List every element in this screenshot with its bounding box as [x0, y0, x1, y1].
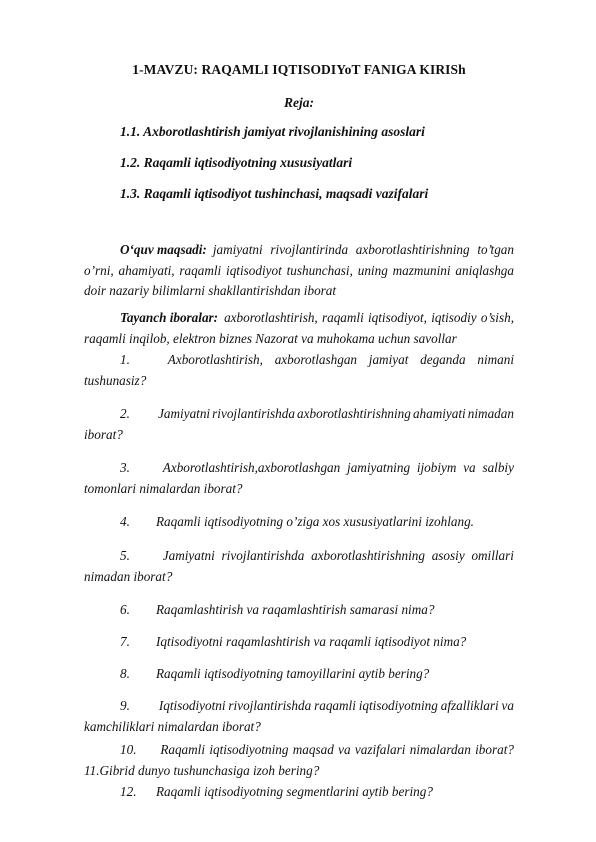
- question-word: asosiy: [431, 548, 465, 563]
- question-word: iqtisodiyotning: [358, 698, 438, 713]
- question-item: [84, 632, 514, 653]
- question-word: omillari: [471, 548, 514, 563]
- plan-item: 1.3. Raqamli iqtisodiyot tushinchasi, maqsadi vazifalari: [120, 186, 429, 201]
- question-continuation: tushunasiz?: [84, 372, 147, 388]
- question-word: iqtisodiyotning: [209, 742, 289, 757]
- question-word: rivojlantirishda: [221, 548, 305, 563]
- question-item: [84, 458, 514, 499]
- question-item: [84, 664, 514, 685]
- question-word: afzalliklari: [440, 698, 499, 713]
- question-number: 12.: [120, 784, 137, 799]
- question-item: [84, 350, 514, 391]
- question-number: 9.: [120, 698, 130, 713]
- question-word: Axborotlashtirish,: [167, 352, 263, 367]
- question-word: axborotlashgan: [274, 352, 358, 367]
- question-text: Iqtisodiyotni raqamlashtirish va raqamli iqtisodiyot nima?: [156, 634, 467, 649]
- question-line: [84, 350, 514, 371]
- question-word: va: [501, 698, 514, 713]
- question-word: salbiy: [482, 460, 514, 475]
- question-word: rivojlantirishda: [228, 698, 312, 713]
- question-line: [84, 404, 514, 425]
- plan-item: 1.2. Raqamli iqtisodiyotning xususiyatlari: [120, 155, 353, 170]
- question-number: 7.: [120, 634, 130, 649]
- question-text: Raqamlashtirish va raqamlashtirish samarasi nima?: [156, 602, 435, 617]
- plan-item: 1.1. Axborotlashtirish jamiyat rivojlanishining asoslari: [120, 124, 425, 139]
- question-number: 4.: [120, 514, 130, 529]
- question-line: [84, 696, 514, 717]
- question-line: [84, 740, 514, 761]
- question-continuation: iborat?: [84, 426, 123, 442]
- question-number: 6.: [120, 602, 130, 617]
- question-item: [84, 512, 514, 533]
- question-word: nimadan: [467, 406, 514, 421]
- question-text: Raqamli iqtisodiyotning tamoyillarini aytib bering?: [156, 666, 430, 681]
- question-word: va: [338, 742, 351, 757]
- question-word: rivojlantirishda: [212, 406, 295, 421]
- question-line: [84, 664, 514, 685]
- question-word: ahamiyati: [412, 406, 466, 421]
- question-word: ijobiym: [416, 460, 457, 475]
- question-text: Raqamli iqtisodiyotning o’ziga xos xususiyatlarini izohlang.: [156, 514, 474, 529]
- keywords-label: Tayanch iboralar:: [120, 310, 219, 325]
- question-word: va: [463, 460, 476, 475]
- question-line: [84, 600, 514, 621]
- question-word: deganda: [420, 352, 466, 367]
- question-item: [84, 696, 514, 737]
- page-title: 1-MAVZU: RAQAMLI IQTISODIYoT FANIGA KIRISh: [132, 62, 466, 77]
- plan-heading: Reja:: [284, 95, 314, 110]
- question-item: [84, 546, 514, 587]
- goal-label: O‘quv maqsadi:: [120, 242, 207, 257]
- question-word: raqamli: [314, 698, 356, 713]
- question-continuation: kamchiliklari nimalardan iborat?: [84, 718, 261, 734]
- question-word: nimani: [477, 352, 514, 367]
- goal-line: doir nazariy bilimlarni shakllantirishdan iborat: [84, 283, 337, 298]
- question-word: Axborotlashtirish,axborotlashgan: [162, 460, 341, 475]
- question-line: [84, 546, 514, 567]
- question-word: Jamiyatni: [162, 548, 215, 563]
- question-text: Raqamli iqtisodiyotning segmentlarini aytib bering?: [156, 784, 433, 799]
- question-number: 5.: [120, 548, 130, 563]
- question-item: [84, 404, 514, 445]
- question-item: [84, 782, 514, 803]
- question-line: [84, 458, 514, 479]
- question-word: vazifalari: [354, 742, 406, 757]
- question-word: Iqtisodiyotni: [158, 698, 226, 713]
- goal-line: o’rni, ahamiyati, raqamli iqtisodiyot tushunchasi, uning mazmunini aniqlashga: [84, 262, 514, 278]
- question-item: [84, 600, 514, 621]
- keywords-line: raqamli inqilob, elektron biznes Nazorat va muhokama uchun savollar: [84, 330, 457, 346]
- question-word: iborat?: [475, 742, 514, 757]
- goal-paragraph: [84, 240, 514, 302]
- keywords-paragraph: [84, 308, 514, 349]
- question-word: maqsad: [292, 742, 334, 757]
- question-number: 3.: [120, 460, 130, 475]
- question-line: [84, 632, 514, 653]
- question-number: 2.: [120, 406, 130, 421]
- question-continuation: nimadan iborat?: [84, 568, 173, 584]
- question-number: 10.: [120, 742, 137, 757]
- question-number: 8.: [120, 666, 130, 681]
- question-continuation: tomonlari nimalardan iborat?: [84, 480, 243, 496]
- question-line: [84, 782, 514, 803]
- question-word: Jamiyatni: [158, 406, 211, 421]
- question-word: axborotlashtirishning: [311, 548, 425, 563]
- keywords-line: axborotlashtirish, raqamli iqtisodiyot, iqtisodiy o’sish,: [224, 310, 514, 325]
- question-word: nimalardan: [409, 742, 471, 757]
- question-line: [84, 512, 514, 533]
- goal-line: jamiyatni rivojlantirinda axborotlashtirishning to’tgan: [212, 242, 514, 257]
- question-item: [84, 740, 514, 781]
- question-word: Raqamli: [160, 742, 206, 757]
- question-continuation: 11.Gibrid dunyo tushunchasiga izoh bering?: [84, 762, 320, 778]
- question-word: jamiyatning: [347, 460, 411, 475]
- question-number: 1.: [120, 352, 130, 367]
- question-word: axborotlashtirishning: [297, 406, 411, 421]
- question-word: jamiyat: [368, 352, 409, 367]
